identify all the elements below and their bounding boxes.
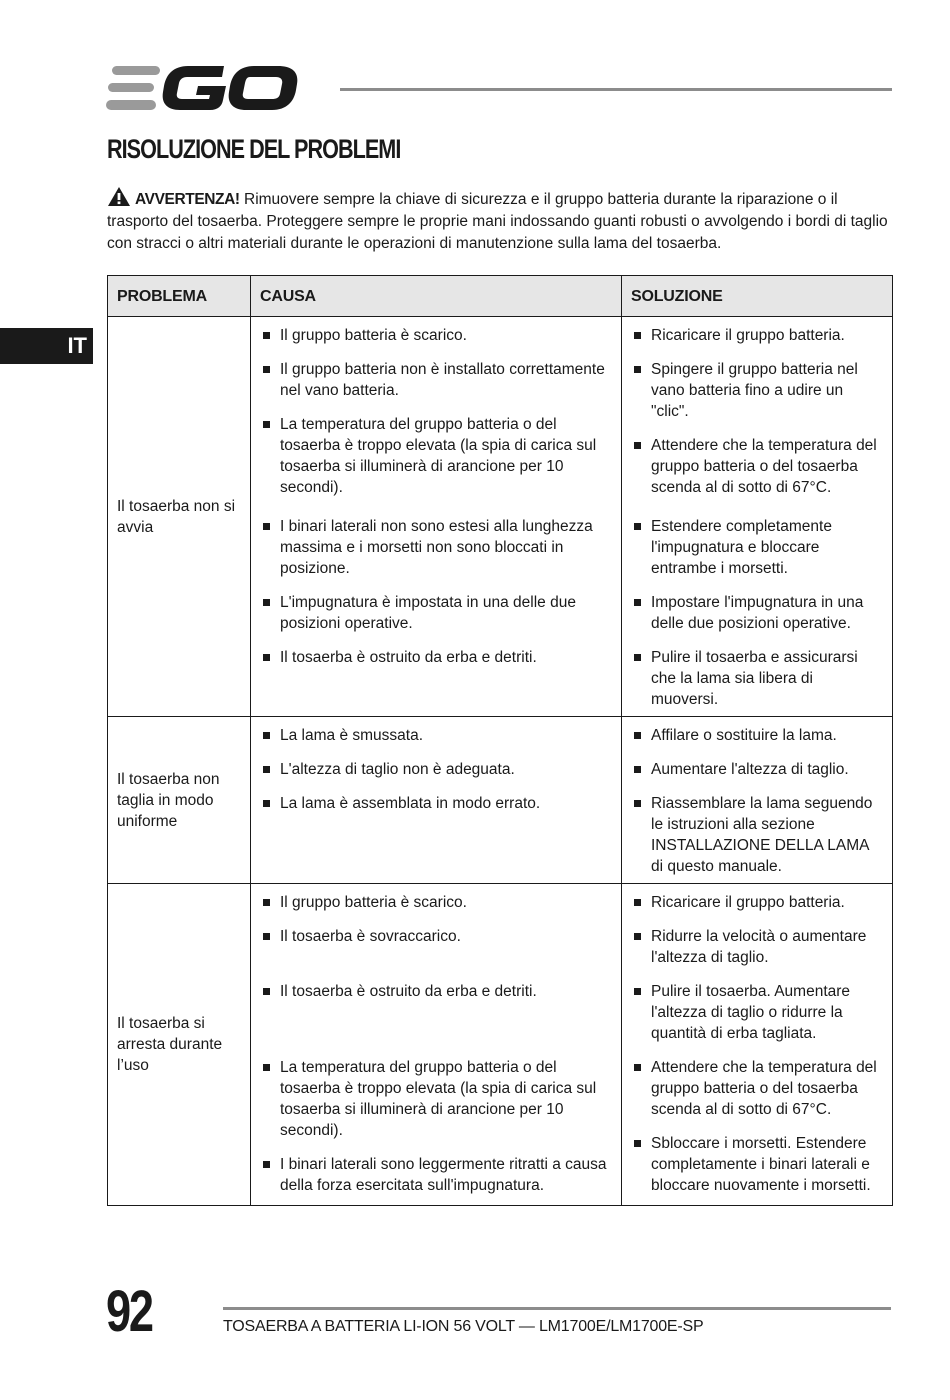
list-item: Il tosaerba è ostruito da erba e detriti.	[263, 647, 609, 668]
header-problem: PROBLEMA	[108, 276, 251, 317]
cause-cell	[251, 717, 622, 884]
list-item: Aumentare l'altezza di taglio.	[634, 759, 880, 780]
solution-cell	[622, 884, 893, 1206]
list-item: Attendere che la temperatura del gruppo batteria o del tosaerba scenda al di sotto di 67°C.	[634, 435, 880, 498]
problem-cell: Il tosaerba non si avvia	[108, 317, 251, 717]
list-item: Il gruppo batteria non è installato correttamente nel vano batteria.	[263, 359, 609, 401]
solution-cell	[622, 317, 893, 717]
list-item: Ricaricare il gruppo batteria.	[634, 892, 880, 913]
list-item: Pulire il tosaerba e assicurarsi che la lama sia libera di muoversi.	[634, 647, 880, 710]
table-row	[108, 717, 893, 884]
page-title: RISOLUZIONE DEL PROBLEMI	[107, 134, 401, 164]
list-item: Impostare l'impugnatura in una delle due posizioni operative.	[634, 592, 880, 634]
table-row	[108, 884, 893, 1206]
list-item: Sbloccare i morsetti. Estendere completamente i binari laterali e bloccare nuovamente i morsetti.	[634, 1133, 880, 1196]
list-item: La temperatura del gruppo batteria o del tosaerba è troppo elevata (la spia di carica sul tosaerba si illuminerà di arancione per 10 secondi).	[263, 414, 609, 498]
solution-cell	[622, 717, 893, 884]
list-item: La lama è smussata.	[263, 725, 609, 746]
problem-cell: Il tosaerba non taglia in modo uniforme	[108, 717, 251, 884]
page-number: 92	[106, 1279, 152, 1344]
list-item: Il tosaerba è sovraccarico.	[263, 926, 609, 947]
list-item: Affilare o sostituire la lama.	[634, 725, 880, 746]
warning-paragraph	[107, 186, 897, 255]
list-item: I binari laterali non sono estesi alla lunghezza massima e i morsetti non sono bloccati in posizione.	[263, 516, 609, 579]
warning-triangle-icon	[107, 186, 131, 207]
list-item: Riassemblare la lama seguendo le istruzioni alla sezione INSTALLAZIONE DELLA LAMA di questo manuale.	[634, 793, 880, 877]
cause-cell	[251, 317, 622, 717]
list-item: L'impugnatura è impostata in una delle due posizioni operative.	[263, 592, 609, 634]
list-item: Ricaricare il gruppo batteria.	[634, 325, 880, 346]
ego-logo	[106, 64, 318, 112]
list-item: Pulire il tosaerba. Aumentare l'altezza di taglio o ridurre la quantità di erba tagliata.	[634, 981, 880, 1044]
cause-cell	[251, 884, 622, 1206]
footer-rule	[223, 1307, 891, 1310]
list-item: Il tosaerba è ostruito da erba e detriti.	[263, 981, 609, 1002]
list-item: L'altezza di taglio non è adeguata.	[263, 759, 609, 780]
warning-text: Rimuovere sempre la chiave di sicurezza e il gruppo batteria durante la riparazione o il trasporto del tosaerba. Proteggere sempre le proprie mani indossando guanti robusti o avvolgendo i bordi di taglio con stracci o altri materiali durante le operazioni di manutenzione sulla lama del tosaerba.	[107, 191, 888, 252]
troubleshooting-table	[107, 275, 893, 1206]
warning-label: AVVERTENZA!	[135, 191, 240, 208]
list-item: Il gruppo batteria è scarico.	[263, 325, 609, 346]
header-cause: CAUSA	[251, 276, 622, 317]
table-header-row	[108, 276, 893, 317]
header-rule	[340, 88, 892, 91]
list-item: I binari laterali sono leggermente ritratti a causa della forza esercitata sull'impugnatura.	[263, 1154, 609, 1196]
table-row	[108, 317, 893, 717]
list-item: Estendere completamente l'impugnatura e bloccare entrambe i morsetti.	[634, 516, 880, 579]
list-item: La lama è assemblata in modo errato.	[263, 793, 609, 814]
language-tab: IT	[0, 328, 93, 364]
problem-cell: Il tosaerba si arresta durante l’uso	[108, 884, 251, 1206]
list-item: Spingere il gruppo batteria nel vano batteria fino a udire un "clic".	[634, 359, 880, 422]
footer-text: TOSAERBA A BATTERIA LI-ION 56 VOLT — LM1700E/LM1700E-SP	[223, 1318, 704, 1335]
list-item: Ridurre la velocità o aumentare l'altezza di taglio.	[634, 926, 880, 968]
header-solution: SOLUZIONE	[622, 276, 893, 317]
list-item: La temperatura del gruppo batteria o del tosaerba è troppo elevata (la spia di carica sul tosaerba si illuminerà di arancione per 10 secondi).	[263, 1057, 609, 1141]
list-item: Attendere che la temperatura del gruppo batteria o del tosaerba scenda al di sotto di 67°C.	[634, 1057, 880, 1120]
list-item: Il gruppo batteria è scarico.	[263, 892, 609, 913]
